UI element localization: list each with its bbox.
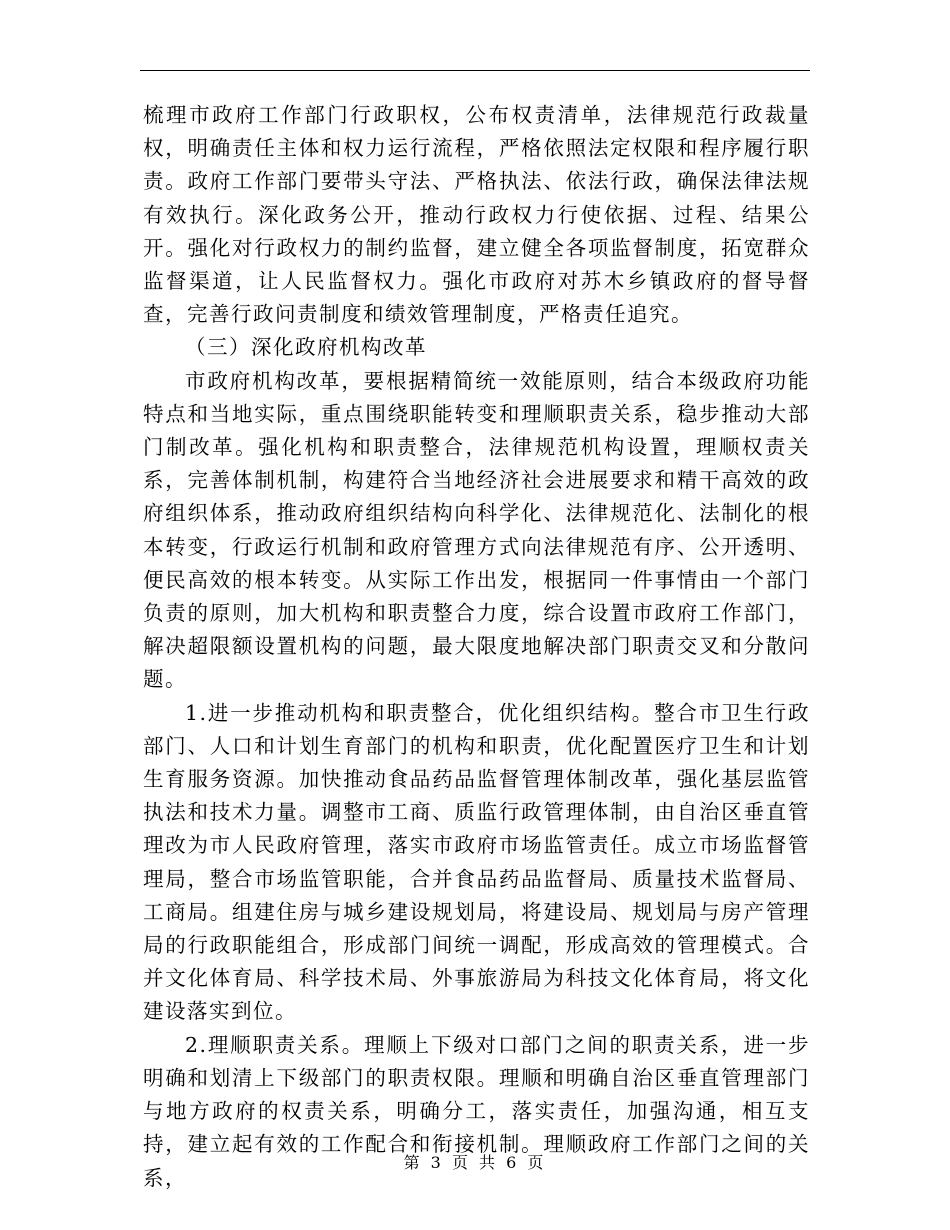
section-heading: （三）深化政府机构改革 <box>185 335 427 360</box>
paragraph-2: 市政府机构改革，要根据精简统一效能原则，结合本级政府功能特点和当地实际，重点围绕职能转变和理顺职责关系，稳步推动大部门制改革。强化机构和职责整合，法律规范机构设置，理顺权责关系，完善体制机制，构建符合当地经济社会进展要求和精干高效的政府组织体系，推动政府组织结构向科学化、法律规范化、法制化的根本转变，行政运行机制和政府管理方式向法律规范有序、公开透明、便民高效的根本转变。从实际工作出发，根据同一件事情由一个部门负责的原则，加大机构和职责整合力度，综合设置市政府工作部门，解决超限额设置机构的问题，最大限度地解决部门职责交叉和分散问题。 <box>143 368 810 692</box>
page-footer: 第 3 页 共 6 页 <box>403 1153 547 1172</box>
paragraph-3: 1.进一步推动机构和职责整合，优化组织结构。整合市卫生行政部门、人口和计划生育部门的机构和职责，优化配置医疗卫生和计划生育服务资源。加快推动食品药品监督管理体制改革，强化基层监管执法和技术力量。调整市工商、质监行政管理体制，由自治区垂直管理改为市人民政府管理，落实市政府市场监管责任。成立市场监督管理局，整合市场监管职能，合并食品药品监督局、质量技术监督局、工商局。组建住房与城乡建设规划局，将建设局、规划局与房产管理局的行政职能组合，形成部门间统一调配，形成高效的管理模式。合并文化体育局、科学技术局、外事旅游局为科技文化体育局，将文化建设落实到位。 <box>143 700 810 1024</box>
paragraph-4: 2.理顺职责关系。理顺上下级对口部门之间的职责关系，进一步明确和划清上下级部门的职责权限。理顺和明确自治区垂直管理部门与地方政府的权责关系，明确分工，落实责任，加强沟通，相互支持，建立起有效的工作配合和衔接机制。理顺政府工作部门之间的关系， <box>143 1032 810 1190</box>
header-rule <box>140 70 810 71</box>
paragraph-1: 梳理市政府工作部门行政职权，公布权责清单，法律规范行政裁量权，明确责任主体和权力运行流程，严格依照法定权限和程序履行职责。政府工作部门要带头守法、严格执法、依法行政，确保法律法规有效执行。深化政务公开，推动行政权力行使依据、过程、结果公开。强化对行政权力的制约监督，建立健全各项监督制度，拓宽群众监督渠道，让人民监督权力。强化市政府对苏木乡镇政府的督导督查，完善行政问责制度和绩效管理制度，严格责任追究。 <box>143 103 810 327</box>
document-body <box>143 99 810 1195</box>
